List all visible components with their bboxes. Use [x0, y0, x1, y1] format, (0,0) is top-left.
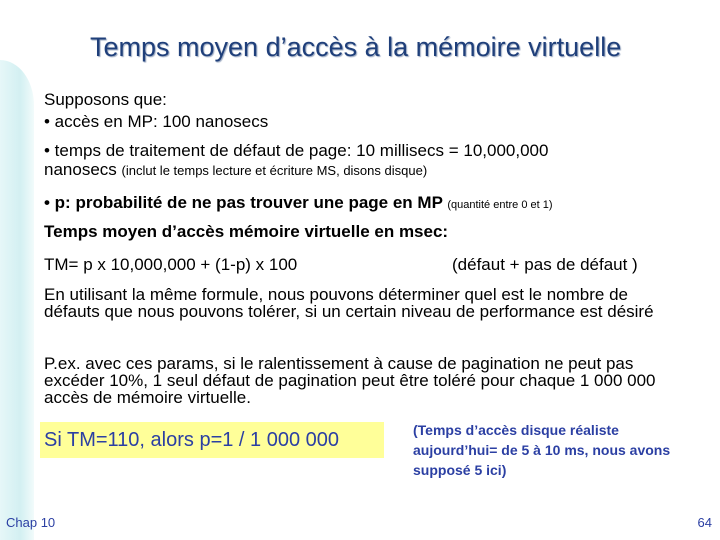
decorative-side-bar [0, 60, 34, 540]
highlight-result: Si TM=110, alors p=1 / 1 000 000 [44, 429, 340, 451]
slide-title: Temps moyen d’accès à la mémoire virtuelle [90, 32, 622, 62]
formula-text: TM= p x 10,000,000 + (1-p) x 100 [44, 255, 298, 274]
bullet-page-fault-time: • temps de traitement de défaut de page: 10 millisecs = 10,000,000 [44, 141, 549, 160]
bullet-probability [44, 193, 553, 215]
paragraph-formula-use: En utilisant la même formule, nous pouvons déterminer quel est le nombre de défauts que nous pouvons tolérer, si un certain niveau de performance est désiré [44, 285, 654, 321]
paragraph-example: P.ex. avec ces params, si le ralentissement à cause de pagination ne peut pas excéder 10%, 1 seul défaut de pagination peut être toléré pour chaque 1 000 000 accès de mémoire virtuelle. [44, 354, 656, 407]
disk-time-note: (Temps d’accès disque réaliste aujourd’hui= de 5 à 10 ms, nous avons supposé 5 ici) [413, 422, 671, 478]
formula-note: (défaut + pas de défaut ) [452, 255, 638, 274]
bullet-page-fault-unit [44, 160, 427, 181]
bullet-mp-access: • accès en MP: 100 nanosecs [44, 112, 269, 131]
footer-page-number: 64 [697, 515, 712, 530]
probability-note: (quantité entre 0 et 1) [447, 199, 553, 211]
unit-note: (inclut le temps lecture et écriture MS, disons disque) [121, 163, 428, 178]
unit-label: nanosecs [44, 160, 117, 179]
avg-access-heading: Temps moyen d’accès mémoire virtuelle en msec: [44, 222, 449, 241]
intro-text: Supposons que: [44, 90, 167, 109]
footer-chapter: Chap 10 [6, 515, 56, 530]
probability-text: • p: probabilité de ne pas trouver une page en MP [44, 193, 443, 212]
